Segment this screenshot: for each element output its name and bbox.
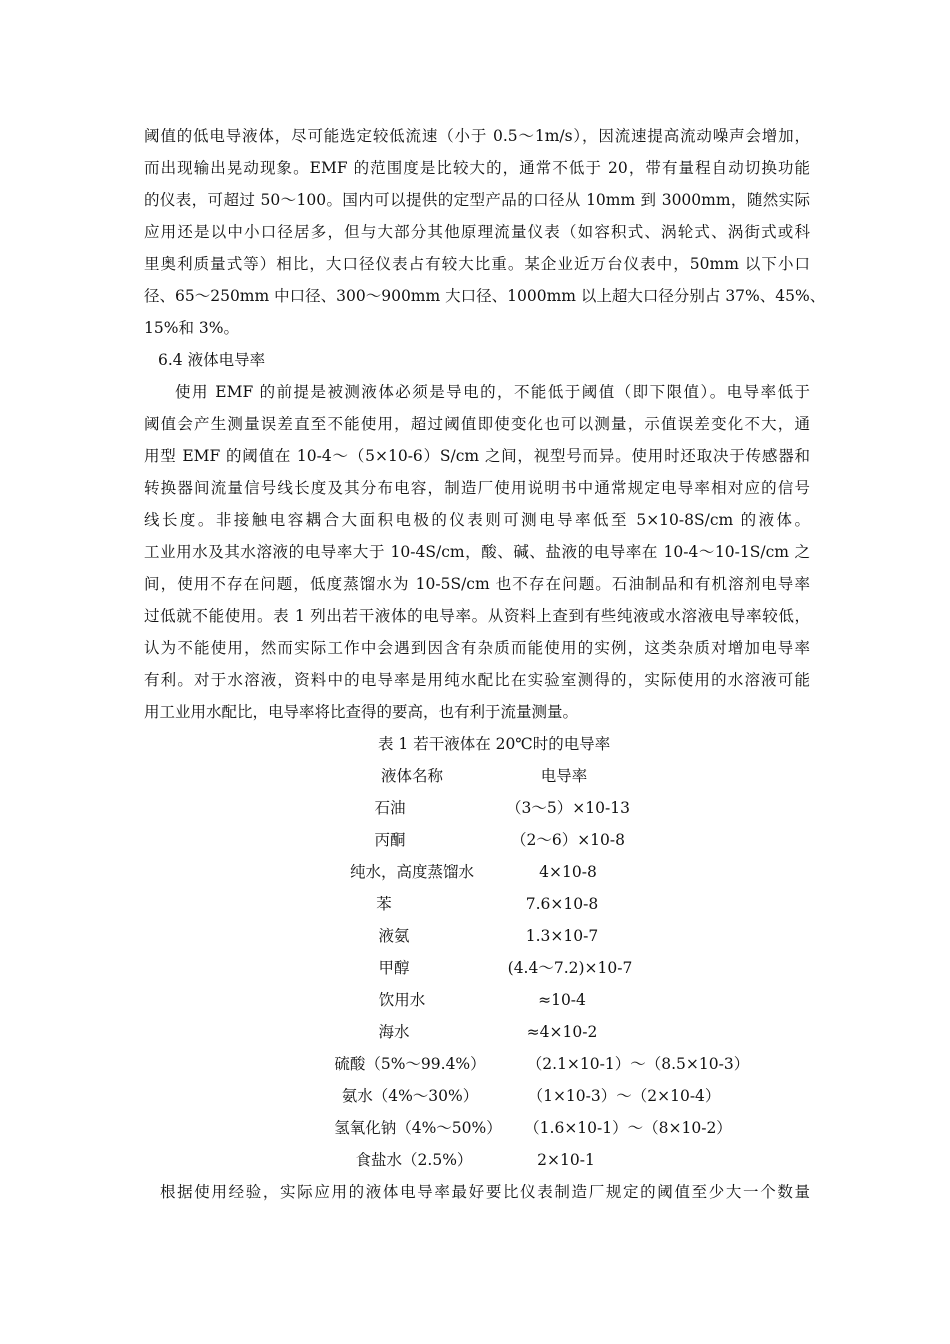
table-header-name: 液体名称	[380, 767, 443, 785]
paragraph-line: 线长度。非接触电容耦合大面积电极的仪表则可测电导率低至 5×10-8S/cm 的液体。	[144, 511, 810, 529]
table-cell-conductivity: （1.6×10-1）～（8×10-2）	[524, 1119, 732, 1137]
table-cell-liquid: 丙酮	[374, 831, 406, 849]
table-cell-liquid: 氢氧化钠（4%～50%）	[334, 1119, 502, 1137]
paragraph-line: 用工业用水配比，电导率将比查得的要高，也有利于流量测量。	[144, 703, 579, 721]
table-cell-liquid: 甲醇	[378, 959, 410, 977]
paragraph-line: 根据使用经验，实际应用的液体电导率最好要比仪表制造厂规定的阈值至少大一个数量	[160, 1183, 810, 1201]
table-header-conductivity: 电导率	[540, 767, 588, 785]
paragraph-line: 15%和 3%。	[144, 319, 239, 337]
table-cell-conductivity: (4.4～7.2)×10-7	[507, 959, 633, 977]
table-cell-conductivity: 1.3×10-7	[525, 927, 599, 945]
table-cell-conductivity: （2.1×10-1）～（8.5×10-3）	[526, 1055, 750, 1073]
table-cell-liquid: 饮用水	[378, 991, 426, 1009]
table-cell-liquid: 海水	[378, 1023, 410, 1041]
table-cell-conductivity: （2～6）×10-8	[510, 831, 626, 849]
table-cell-liquid: 苯	[376, 895, 392, 913]
table-cell-conductivity: 2×10-1	[537, 1151, 595, 1169]
table-cell-liquid: 硫酸（5%～99.4%）	[334, 1055, 486, 1073]
table-cell-conductivity: ≈10-4	[538, 991, 586, 1009]
paragraph-line: 的仪表，可超过 50～100。国内可以提供的定型产品的口径从 10mm 到 3000mm，随然实际	[144, 191, 810, 209]
table-cell-conductivity: （3～5）×10-13	[506, 799, 630, 817]
paragraph-line: 里奥利质量式等）相比，大口径仪表占有较大比重。某企业近万台仪表中，50mm 以下小口	[144, 255, 810, 273]
table-cell-liquid: 液氨	[378, 927, 410, 945]
paragraph-line: 而出现输出晃动现象。EMF 的范围度是比较大的，通常不低于 20，带有量程自动切换功能	[144, 159, 810, 177]
paragraph-line: 间，使用不存在问题，低度蒸馏水为 10-5S/cm 也不存在问题。石油制品和有机溶剂电导率	[144, 575, 810, 593]
paragraph-line: 工业用水及其水溶液的电导率大于 10-4S/cm，酸、碱、盐液的电导率在 10-4～10-1S/cm 之	[144, 543, 810, 561]
section-heading: 6.4 液体电导率	[158, 351, 266, 369]
paragraph-line: 阈值的低电导液体，尽可能选定较低流速（小于 0.5～1m/s），因流速提高流动噪声会增加，	[144, 127, 810, 145]
table-cell-liquid: 食盐水（2.5%）	[355, 1151, 473, 1169]
paragraph-line: 径、65～250mm 中口径、300～900mm 大口径、1000mm 以上超大口径分别占 37%、45%、	[144, 287, 826, 305]
table-cell-conductivity: 7.6×10-8	[525, 895, 599, 913]
paragraph-line: 认为不能使用，然而实际工作中会遇到因含有杂质而能使用的实例，这类杂质对增加电导率	[144, 639, 810, 657]
table-cell-conductivity: 4×10-8	[539, 863, 597, 881]
paragraph-line: 用型 EMF 的阈值在 10-4～（5×10-6）S/cm 之间，视型号而异。使用时还取决于传感器和	[144, 447, 810, 465]
table-cell-liquid: 纯水，高度蒸馏水	[349, 863, 474, 881]
table-cell-liquid: 氨水（4%～30%）	[341, 1087, 479, 1105]
table-cell-conductivity: （1×10-3）～（2×10-4）	[527, 1087, 721, 1105]
paragraph-line: 转换器间流量信号线长度及其分布电容，制造厂使用说明书中通常规定电导率相对应的信号	[144, 479, 810, 497]
paragraph-line: 使用 EMF 的前提是被测液体必须是导电的，不能低于阈值（即下限值）。电导率低于	[175, 383, 810, 401]
table-cell-liquid: 石油	[374, 799, 406, 817]
table-cell-conductivity: ≈4×10-2	[526, 1023, 598, 1041]
table-caption: 表 1 若干液体在 20℃时的电导率	[378, 735, 611, 753]
paragraph-line: 有利。对于水溶液，资料中的电导率是用纯水配比在实验室测得的，实际使用的水溶液可能	[144, 671, 810, 689]
paragraph-line: 应用还是以中小口径居多，但与大部分其他原理流量仪表（如容积式、涡轮式、涡街式或科	[144, 223, 810, 241]
paragraph-line: 过低就不能使用。表 1 列出若干液体的电导率。从资料上查到有些纯液或水溶液电导率较低，	[144, 607, 810, 625]
paragraph-line: 阈值会产生测量误差直至不能使用，超过阈值即使变化也可以测量，示值误差变化不大，通	[144, 415, 810, 433]
